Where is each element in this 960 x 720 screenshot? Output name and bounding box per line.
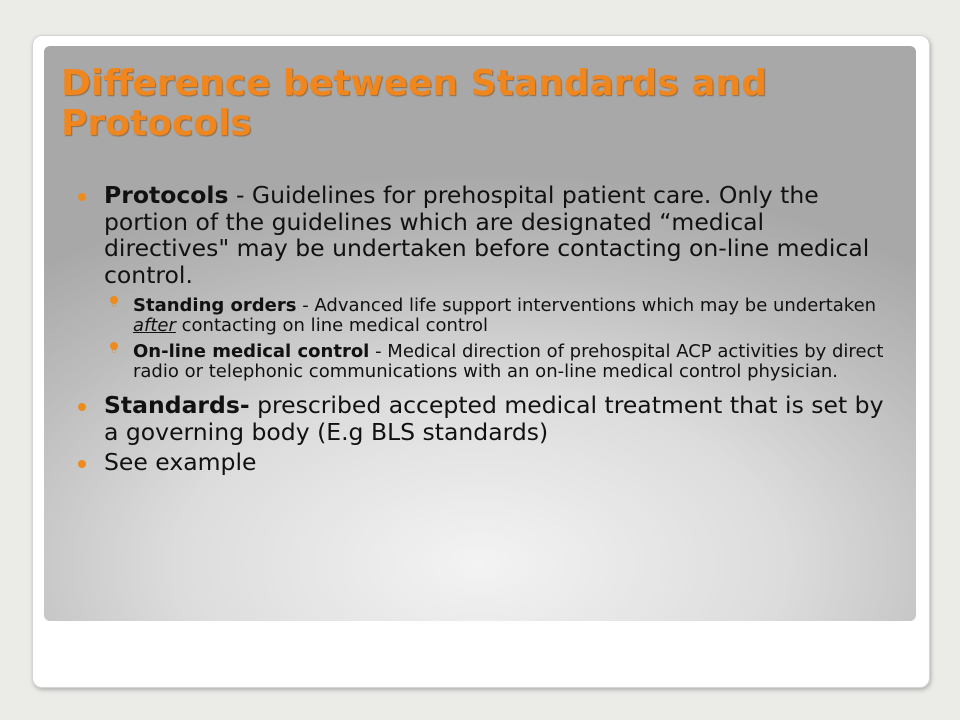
sub-bullet-text: - Advanced life support interventions which may be undertaken bbox=[296, 295, 877, 316]
sub-bullet-text: - Medical direction of prehospital ACP activities by direct radio or telephonic communications with an on-line medical control physician. bbox=[133, 341, 884, 382]
bullet-term: Standards- bbox=[104, 391, 250, 419]
ring-bullet-icon: ◦ bbox=[110, 344, 119, 360]
bullet-see-example bbox=[78, 449, 894, 476]
sub-bullet-list bbox=[104, 296, 894, 388]
bullet-protocols bbox=[78, 182, 894, 388]
ring-bullet-icon: ◦ bbox=[110, 298, 119, 314]
slide-content bbox=[78, 182, 894, 480]
bullet-text: prescribed accepted medical treatment that is set by a governing body (E.g BLS standards) bbox=[104, 391, 884, 446]
bullet-text: See example bbox=[104, 448, 257, 476]
sub-bullet-text-end: contacting on line medical control bbox=[175, 315, 488, 336]
bullet-standards bbox=[78, 392, 894, 445]
sub-bullet-term: On-line medical control bbox=[133, 341, 370, 362]
emphasis-after: after bbox=[133, 315, 176, 336]
bullet-term: Protocols bbox=[104, 181, 229, 209]
sub-bullet-standing-orders bbox=[104, 296, 894, 336]
bullet-text: - Guidelines for prehospital patient care. Only the portion of the guidelines which are designated “medical directives" may be undertaken before contacting on-line medical control. bbox=[104, 181, 870, 289]
bullet-dot-icon bbox=[78, 403, 86, 411]
sub-bullet-term: Standing orders bbox=[133, 295, 297, 316]
slide-title: Difference between Standards and Protocols bbox=[61, 63, 767, 144]
bullet-dot-icon bbox=[78, 193, 86, 201]
bullet-dot-icon bbox=[78, 460, 86, 468]
sub-bullet-online-medical-control bbox=[104, 342, 894, 382]
bullet-list bbox=[78, 182, 894, 476]
